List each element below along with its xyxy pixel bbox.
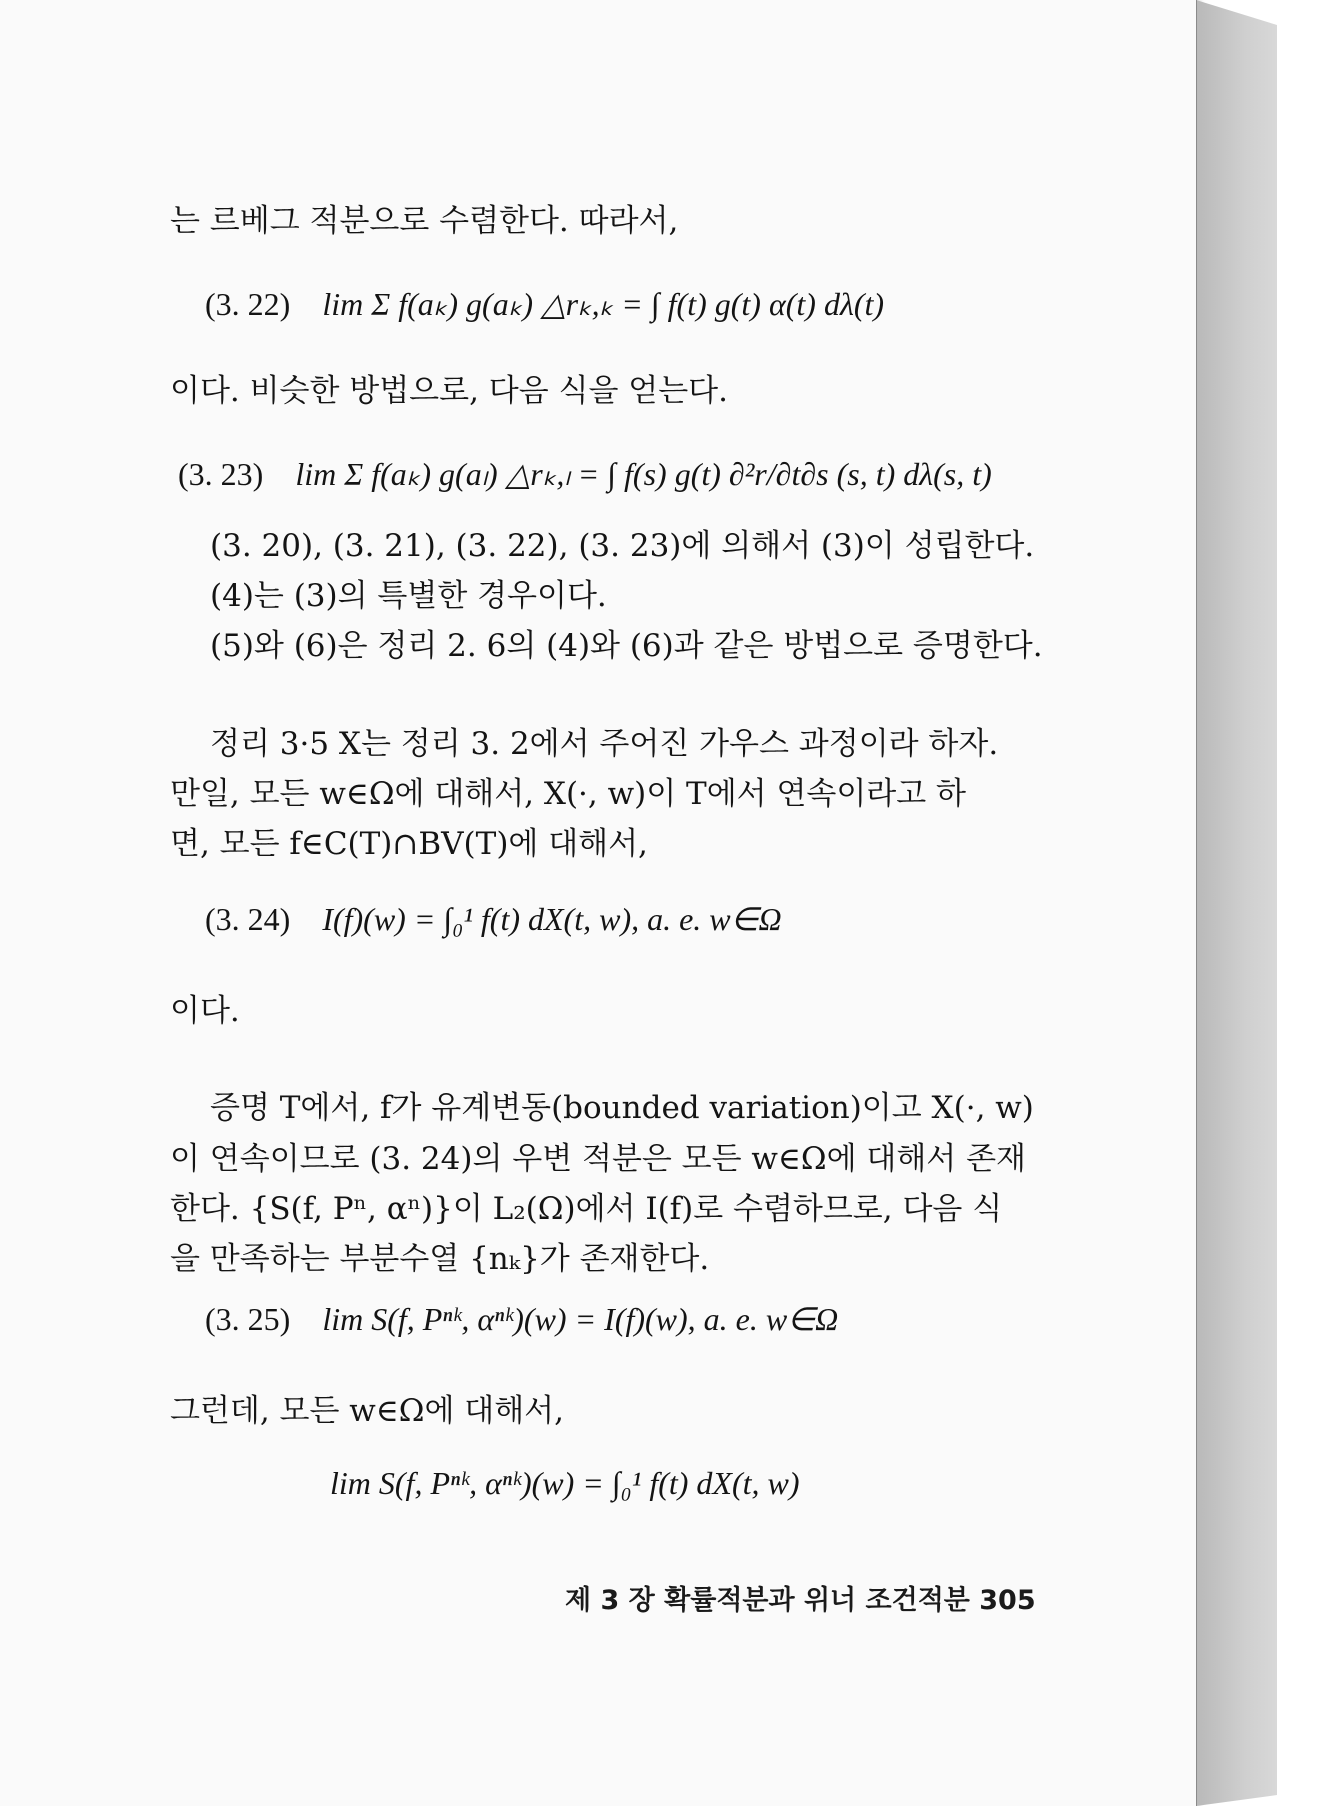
text-line-4: (4)는 (3)의 특별한 경우이다. xyxy=(210,578,607,614)
equation-body: I(f)(w) = ∫₀¹ f(t) dX(t, w), a. e. w∈Ω xyxy=(322,901,782,937)
equation-3-23 xyxy=(178,455,992,493)
equation-unnumbered: lim S(f, Pⁿᵏ, αⁿᵏ)(w) = ∫₀¹ f(t) dX(t, w) xyxy=(330,1465,800,1501)
proof-heading-line: 증명 T에서, f가 유계변동(bounded variation)이고 X(·, w) xyxy=(210,1090,1034,1126)
text-line-5: (5)와 (6)은 정리 2. 6의 (4)와 (6)과 같은 방법으로 증명한다. xyxy=(210,628,1043,664)
equation-3-24 xyxy=(205,900,782,938)
equation-body: lim Σ f(aₖ) g(aₗ) △rₖ,ₗ = ∫ f(s) g(t) ∂²r/∂t∂s (s, t) dλ(s, t) xyxy=(295,456,992,492)
equation-number: (3. 23) xyxy=(178,456,264,492)
equation-number: (3. 25) xyxy=(205,1301,291,1337)
text-line-9: 이다. xyxy=(170,993,240,1029)
text-line-11: 이 연속이므로 (3. 24)의 우변 적분은 모든 w∈Ω에 대해서 존재 xyxy=(170,1141,1027,1177)
text-line-8: 면, 모든 f∈C(T)∩BV(T)에 대해서, xyxy=(170,826,648,862)
book-edge xyxy=(1196,0,1277,1806)
text-line-12: 한다. {S(f, Pⁿ, αⁿ)}이 L₂(Ω)에서 I(f)로 수렴하므로, 다음 식 xyxy=(170,1191,1003,1227)
equation-body: lim S(f, Pⁿᵏ, αⁿᵏ)(w) = I(f)(w), a. e. w∈Ω xyxy=(322,1301,839,1337)
page-footer: 제 3 장 확률적분과 위너 조건적분 305 xyxy=(565,1585,1036,1616)
text-line-2: 이다. 비슷한 방법으로, 다음 식을 얻는다. xyxy=(170,373,728,409)
text-line-1: 는 르베그 적분으로 수렴한다. 따라서, xyxy=(170,203,679,239)
equation-number: (3. 22) xyxy=(205,286,291,322)
theorem-heading-line: 정리 3·5 X는 정리 3. 2에서 주어진 가우스 과정이라 하자. xyxy=(210,726,999,762)
equation-3-22 xyxy=(205,285,884,323)
equation-body: lim Σ f(aₖ) g(aₖ) △rₖ,ₖ = ∫ f(t) g(t) α(t) dλ(t) xyxy=(322,286,885,322)
text-line-3: (3. 20), (3. 21), (3. 22), (3. 23)에 의해서 (3)이 성립한다. xyxy=(210,528,1035,564)
equation-number: (3. 24) xyxy=(205,901,291,937)
text-line-13: 을 만족하는 부분수열 {nₖ}가 존재한다. xyxy=(170,1241,710,1277)
text-line-14: 그런데, 모든 w∈Ω에 대해서, xyxy=(170,1393,564,1429)
equation-3-25 xyxy=(205,1300,838,1338)
text-line-7: 만일, 모든 w∈Ω에 대해서, X(·, w)이 T에서 연속이라고 하 xyxy=(170,776,966,812)
